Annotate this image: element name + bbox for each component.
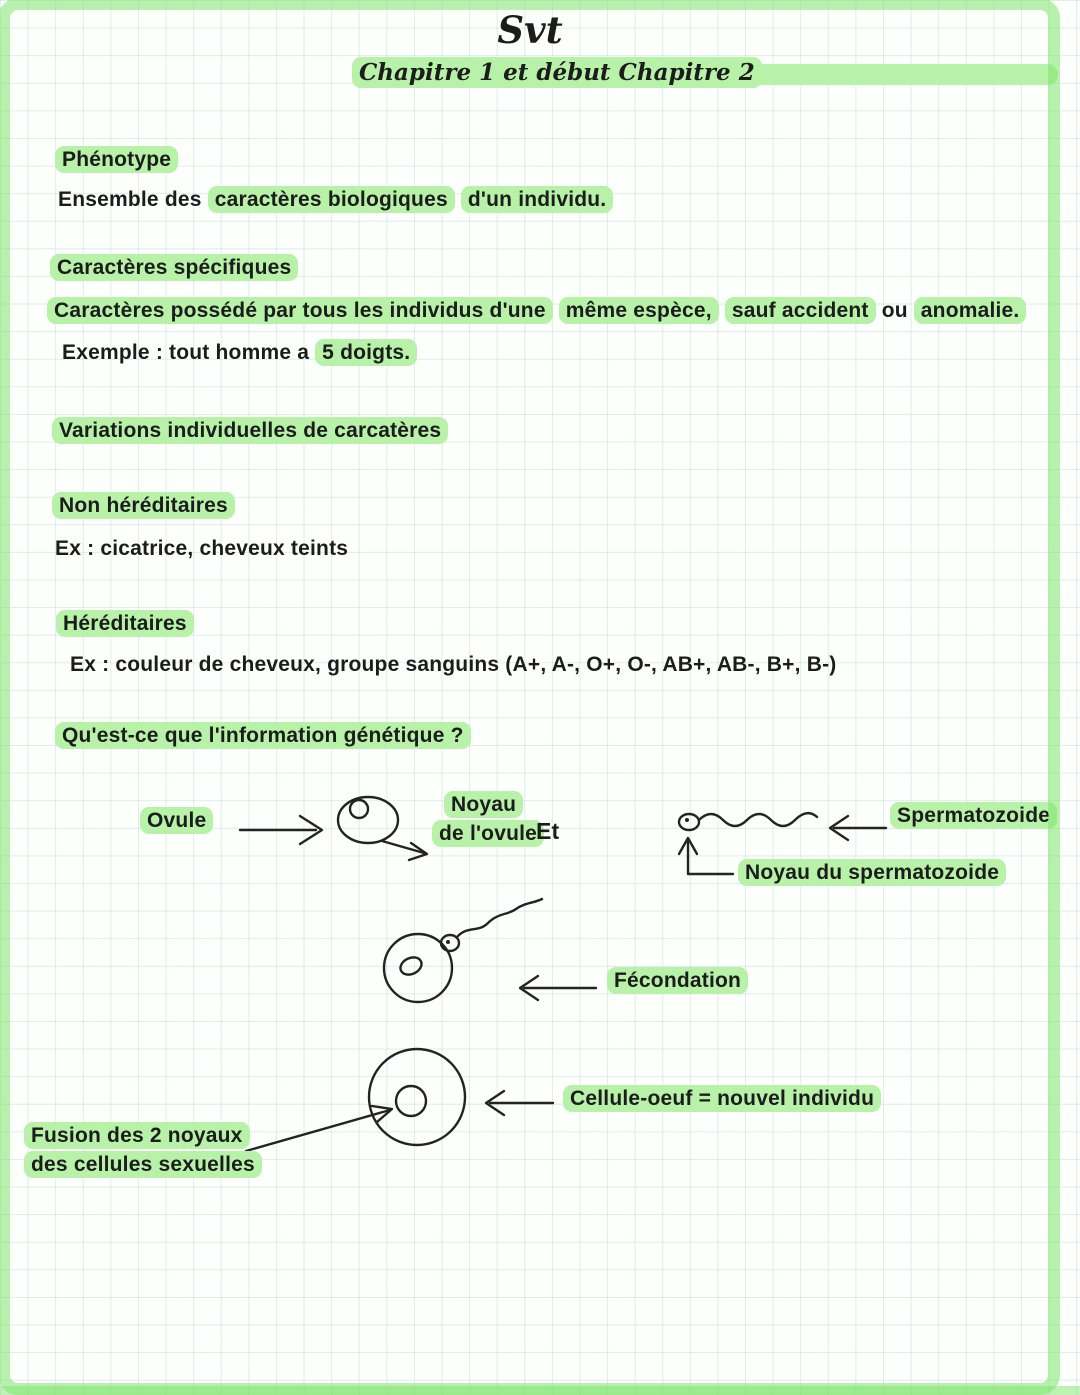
spermatozoide-arrow: [830, 816, 886, 840]
label-noyau-ovule: [432, 791, 544, 848]
section-heading-hereditaires: [56, 610, 194, 637]
text-run-highlight: des cellules sexuelles: [24, 1151, 262, 1178]
text-run-highlight: caractères biologiques: [208, 186, 455, 213]
text-run-highlight: sauf accident: [725, 297, 876, 324]
text-run-highlight: Noyau: [444, 791, 523, 818]
fecondation-arrow: [520, 976, 596, 1000]
noyau-spermatozoide-connector: [679, 838, 733, 874]
text-run: Et: [536, 818, 560, 844]
hereditaires-example: [70, 651, 836, 678]
heading-text: Qu'est-ce que l'information génétique ?: [55, 722, 471, 749]
text-run-highlight: même espèce,: [559, 297, 719, 324]
text-run-highlight: Spermatozoide: [890, 802, 1057, 829]
heading-text: Phénotype: [55, 146, 178, 173]
non-hereditaires-example: [55, 535, 348, 562]
heading-text: Caractères spécifiques: [50, 254, 298, 281]
text-run-highlight: de l'ovule: [432, 820, 544, 847]
page-subtitle: Chapitre 1 et début Chapitre 2: [352, 57, 762, 88]
ovule-drawing: [338, 797, 427, 860]
spermatozoid-drawing: [679, 813, 817, 830]
caracteres-specifiques-example: [62, 339, 417, 366]
cellule-oeuf-arrow: [486, 1091, 553, 1115]
text-run: Ensemble des: [58, 188, 202, 211]
section-heading-question-information-genetique: [55, 722, 471, 749]
label-fecondation: [607, 967, 748, 994]
heading-text: Non héréditaires: [52, 492, 235, 519]
text-run-highlight: Ovule: [140, 807, 213, 834]
text-run: Exemple : tout homme a: [62, 341, 310, 364]
text-run: Ex : couleur de cheveux, groupe sanguins (A+, A-, O+, O-, AB+, AB-, B+, B-): [70, 653, 837, 676]
text-run-highlight: d'un individu.: [461, 186, 613, 213]
phenotype-definition: [58, 186, 613, 213]
label-spermatozoide: [890, 802, 1057, 829]
text-run-highlight: Noyau du spermatozoide: [738, 859, 1006, 886]
text-run-highlight: Cellule-oeuf = nouvel individu: [563, 1085, 881, 1112]
text-run: ou: [881, 299, 908, 322]
page-title: Svt: [497, 8, 563, 52]
section-heading-phenotype: [55, 146, 178, 173]
fecondation-drawing: [384, 899, 542, 1002]
text-run-highlight: anomalie.: [914, 297, 1027, 324]
page-border-bottom: [0, 1386, 1080, 1395]
label-ovule: [140, 807, 213, 834]
text-run-highlight: Caractères possédé par tous les individus d'une: [47, 297, 553, 324]
text-run-highlight: Fécondation: [607, 967, 748, 994]
ovule-arrow: [240, 816, 322, 844]
label-fusion-noyaux: [24, 1122, 262, 1179]
heading-text: Variations individuelles de carcatères: [52, 417, 448, 444]
cellule-oeuf-drawing: [369, 1049, 465, 1145]
text-run: Ex : cicatrice, cheveux teints: [55, 537, 349, 560]
label-cellule-oeuf: [563, 1085, 881, 1112]
section-heading-non-hereditaires: [52, 492, 235, 519]
heading-text: Héréditaires: [56, 610, 194, 637]
section-heading-caracteres-specifiques: [50, 254, 298, 281]
label-et: [536, 817, 559, 847]
section-heading-variations: [52, 417, 448, 444]
text-run-highlight: 5 doigts.: [315, 339, 417, 366]
text-run-highlight: Fusion des 2 noyaux: [24, 1122, 250, 1149]
caracteres-specifiques-definition: [47, 297, 1026, 324]
fusion-arrow: [246, 1106, 392, 1151]
label-noyau-spermatozoide: [738, 859, 1006, 886]
